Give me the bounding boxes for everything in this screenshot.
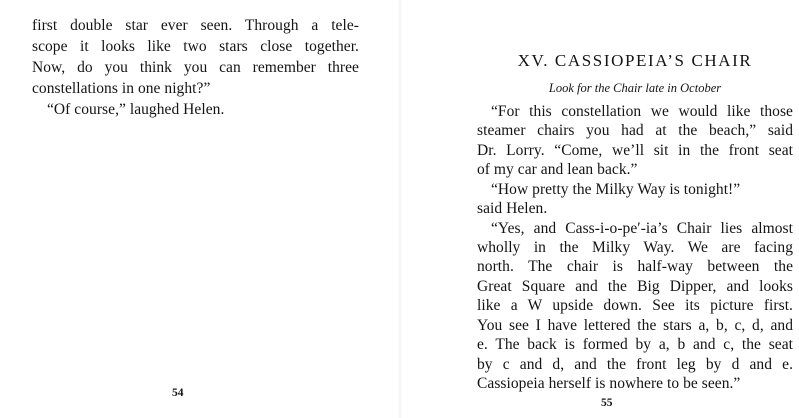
text-line: Now, do you think you can remember three [32, 59, 359, 76]
text-line: Cassiopeia herself is nowhere to be seen.” [477, 375, 741, 392]
text-line: north. The chair is half-way between the [477, 258, 793, 276]
text-line: e. The back is formed by a, b and c, the seat [477, 336, 793, 354]
right-page [400, 0, 799, 418]
text-line: You see I have lettered the stars a, b, c, d, and [477, 316, 793, 334]
chapter-title: XV. CASSIOPEIA’S CHAIR [517, 51, 753, 70]
text-line: first double star ever seen. Through a tele- [32, 17, 359, 34]
text-line: Great Square and the Big Dipper, and looks [477, 277, 793, 295]
text-line: constellations in one night?” [32, 80, 211, 97]
text-line: by c and d, and the front leg by d and e. [477, 355, 793, 373]
text-line: “For this constellation we would like those [491, 103, 793, 120]
text-line: said Helen. [477, 200, 548, 218]
text-line: steamer chairs you had at the beach,” said [477, 122, 793, 140]
text-line: “Of course,” laughed Helen. [47, 101, 225, 118]
page-number: 54 [172, 387, 184, 399]
text-line: scope it looks like two stars close together. [32, 38, 359, 55]
text-line: wholly in the Milky Way. We are facing [477, 239, 793, 256]
text-line: “Yes, and Cass-i-o-pe′-ia’s Chair lies almost [491, 219, 793, 237]
text-line: like a W upside down. See its picture first. [477, 297, 793, 315]
page-number: 55 [601, 397, 613, 409]
text-line: “How pretty the Milky Way is tonight!” [491, 180, 741, 198]
text-line: of my car and lean back.” [477, 161, 638, 179]
text-line: Dr. Lorry. “Come, we’ll sit in the front seat [477, 141, 793, 159]
chapter-subtitle: Look for the Chair late in October [548, 81, 722, 95]
